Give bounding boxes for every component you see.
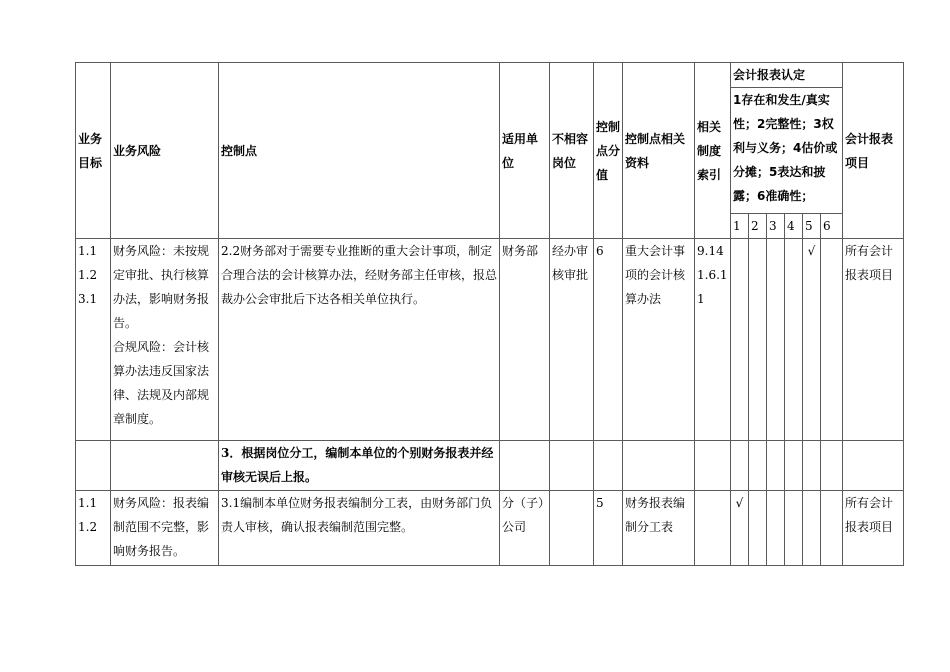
assertion-col-4: 4 <box>785 214 803 239</box>
row2-goal: 1.1 1.2 <box>76 491 111 566</box>
row2-materials: 财务报表编制分工表 <box>623 491 695 566</box>
assertion-col-2: 2 <box>749 214 767 239</box>
row1-check-3 <box>767 239 785 441</box>
section-title: 3．根据岗位分工，编制本单位的个别财务报表并经审核无误后上报。 <box>219 441 500 491</box>
row1-check-1 <box>731 239 749 441</box>
row1-check-2 <box>749 239 767 441</box>
assertion-col-1: 1 <box>731 214 749 239</box>
row2-unit: 分（子）公司 <box>500 491 550 566</box>
row1-goal: 1.1 1.2 3.1 <box>76 239 111 441</box>
row2-items: 所有会计报表项目 <box>843 491 904 566</box>
row1-risk <box>111 239 219 441</box>
assertion-col-6: 6 <box>821 214 843 239</box>
row1-post: 经办审核审批 <box>550 239 594 441</box>
table-row <box>76 239 904 441</box>
header-control-point: 控制点 <box>219 63 500 239</box>
internal-control-table <box>75 62 904 566</box>
row1-check-4 <box>785 239 803 441</box>
row2-control: 3.1编制本单位财务报表编制分工表，由财务部门负责人审核，确认报表编制范围完整。 <box>219 491 500 566</box>
row1-check-6 <box>821 239 843 441</box>
row2-check-4 <box>785 491 803 566</box>
header-index: 相关制度索引 <box>695 63 731 239</box>
header-assertion-title: 会计报表认定 <box>731 63 843 88</box>
row2-risk: 财务风险：报表编制范围不完整，影响财务报告。 <box>111 491 219 566</box>
header-risk: 业务风险 <box>111 63 219 239</box>
assertion-col-3: 3 <box>767 214 785 239</box>
header-items: 会计报表项目 <box>843 63 904 239</box>
row2-check-6 <box>821 491 843 566</box>
row2-score: 5 <box>594 491 623 566</box>
header-assertion-desc: 1存在和发生/真实性；2完整性；3权利与义务；4估价或分摊；5表达和披露；6准确性； <box>731 88 843 214</box>
header-materials: 控制点相关资料 <box>623 63 695 239</box>
row1-score: 6 <box>594 239 623 441</box>
row1-check-5: √ <box>803 239 821 441</box>
row2-check-5 <box>803 491 821 566</box>
row2-index <box>695 491 731 566</box>
row1-items: 所有会计报表项目 <box>843 239 904 441</box>
section-row <box>76 441 904 491</box>
header-unit: 适用单位 <box>500 63 550 239</box>
header-goal: 业务目标 <box>76 63 111 239</box>
row2-check-1: √ <box>731 491 749 566</box>
row2-check-3 <box>767 491 785 566</box>
row2-post <box>550 491 594 566</box>
row1-risk-compliance: 合规风险：会计核算办法违反国家法律、法规及内部规章制度。 <box>113 340 210 426</box>
row1-materials: 重大会计事项的会计核算办法 <box>623 239 695 441</box>
row1-control: 2.2财务部对于需要专业推断的重大会计事项，制定合理合法的会计核算办法，经财务部主任审核，报总裁办公会审批后下达各相关单位执行。 <box>219 239 500 441</box>
table-row <box>76 491 904 566</box>
row1-unit: 财务部 <box>500 239 550 441</box>
row2-check-2 <box>749 491 767 566</box>
header-incompatible-post: 不相容岗位 <box>550 63 594 239</box>
row1-index: 9.14 1.6.1 1 <box>695 239 731 441</box>
header-score: 控制点分值 <box>594 63 623 239</box>
assertion-col-5: 5 <box>803 214 821 239</box>
row1-risk-financial: 财务风险：未按规定审批、执行核算办法，影响财务报告。 <box>113 244 210 330</box>
